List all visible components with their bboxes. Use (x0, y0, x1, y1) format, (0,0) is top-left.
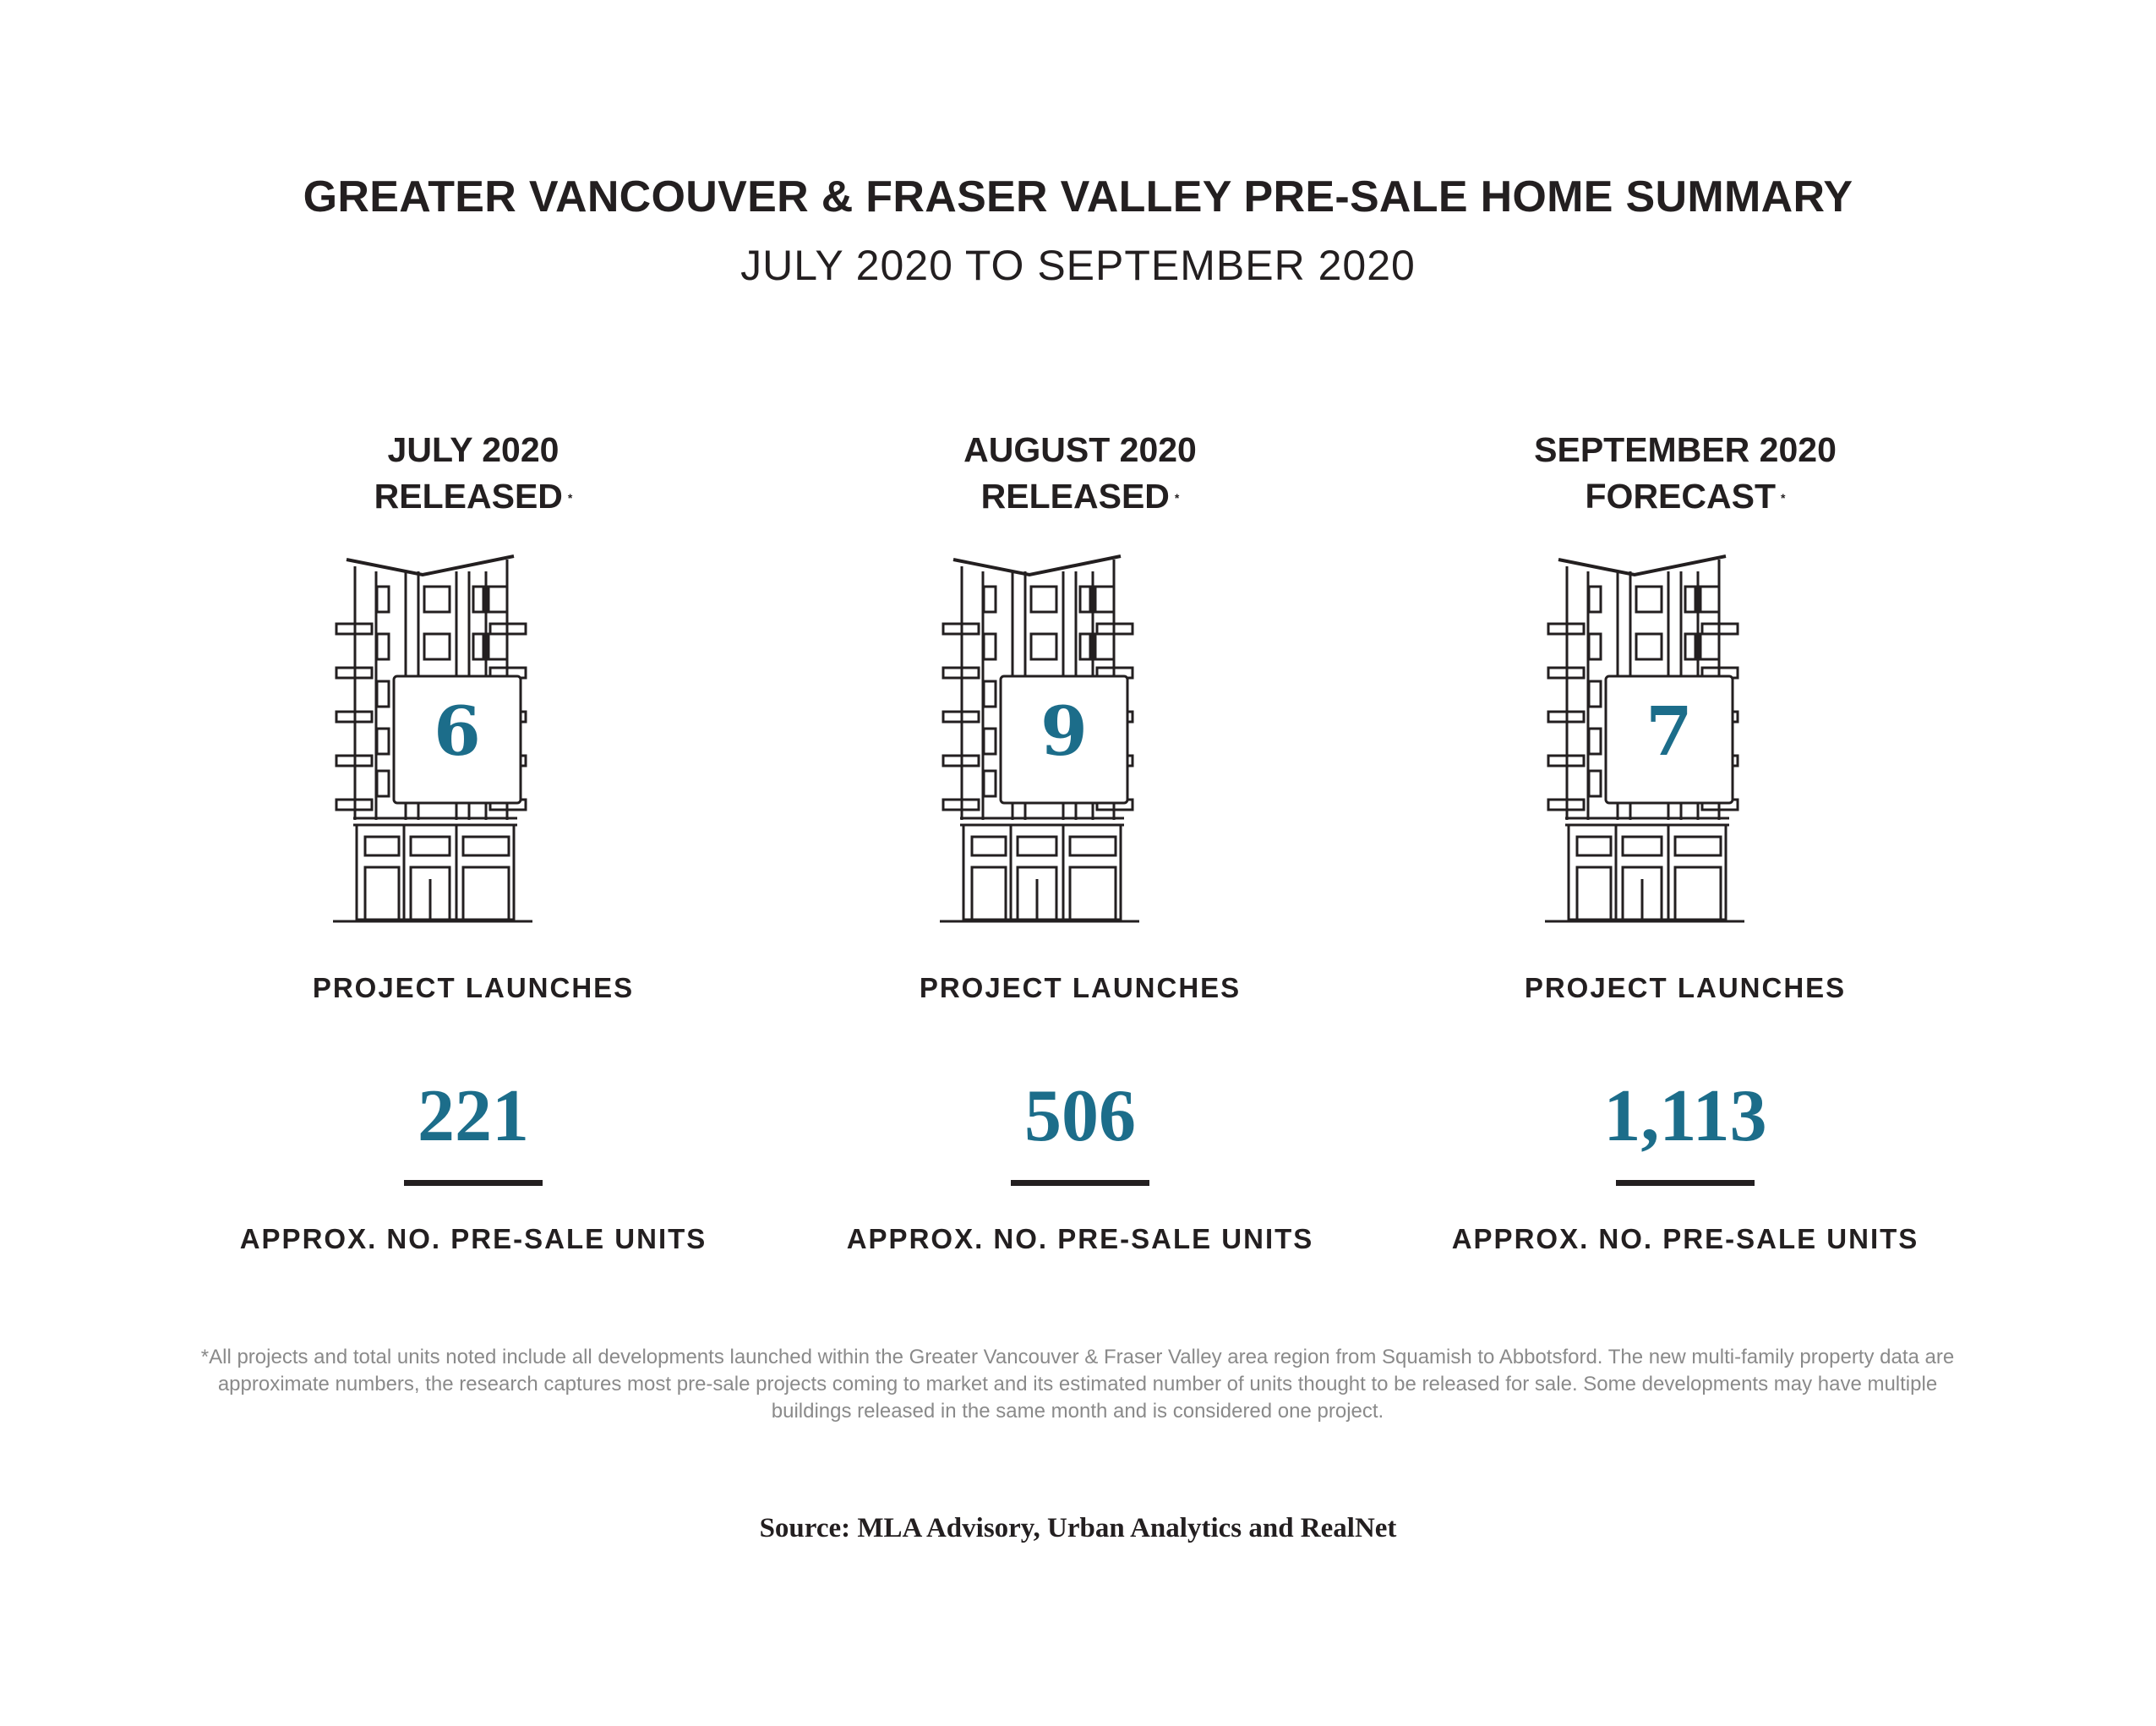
footnote: *All projects and total units noted include all developments launched within the Greater Vancouver & Fraser Valley area region from Squamish to Abbotsford. The new multi-family property data are approximate numbers, the research captures most pre-sale projects coming to market and its estimated number of units thought to be released for sale. Some developments may have multiple buildings released in the same month and is considered one project. (200, 1346, 1955, 1423)
month-column-august (759, 0, 1401, 1285)
divider-rule (404, 1180, 543, 1186)
footnote-asterisk: * (567, 491, 573, 505)
project-launches-label: PROJECT LAUNCHES (1524, 972, 1847, 1003)
divider-rule (1616, 1180, 1755, 1186)
month-column-july (152, 0, 794, 1285)
presale-units-label: APPROX. NO. PRE-SALE UNITS (239, 1223, 707, 1254)
status-label: FORECAST (1585, 477, 1777, 516)
status-label: RELEASED (980, 477, 1170, 516)
presale-units-value: 506 (1024, 1075, 1136, 1157)
project-launches-label: PROJECT LAUNCHES (312, 972, 635, 1003)
presale-units-label: APPROX. NO. PRE-SALE UNITS (846, 1223, 1314, 1254)
project-launches-value: 6 (434, 691, 481, 771)
month-label: AUGUST 2020 (963, 430, 1197, 469)
footnote-asterisk: * (1174, 491, 1180, 505)
month-label: SEPTEMBER 2020 (1534, 430, 1837, 469)
presale-units-label: APPROX. NO. PRE-SALE UNITS (1451, 1223, 1919, 1254)
footnote-asterisk: * (1781, 491, 1786, 505)
month-heading (152, 427, 794, 520)
page-title: GREATER VANCOUVER & FRASER VALLEY PRE-SALE HOME SUMMARY (303, 172, 1853, 221)
source-credit: Source: MLA Advisory, Urban Analytics and RealNet (759, 1513, 1397, 1543)
project-launches-label: PROJECT LAUNCHES (919, 972, 1242, 1003)
status-label: RELEASED (374, 477, 563, 516)
month-label: JULY 2020 (387, 430, 559, 469)
divider-rule (1011, 1180, 1149, 1186)
page-subtitle: JULY 2020 TO SEPTEMBER 2020 (740, 242, 1416, 289)
presale-units-value: 1,113 (1603, 1075, 1767, 1157)
presale-units-value: 221 (418, 1075, 529, 1157)
project-launches-value: 7 (1646, 691, 1693, 771)
month-column-september (1364, 0, 2006, 1285)
month-heading (759, 427, 1401, 520)
project-launches-value: 9 (1040, 691, 1088, 771)
month-heading (1364, 427, 2006, 520)
